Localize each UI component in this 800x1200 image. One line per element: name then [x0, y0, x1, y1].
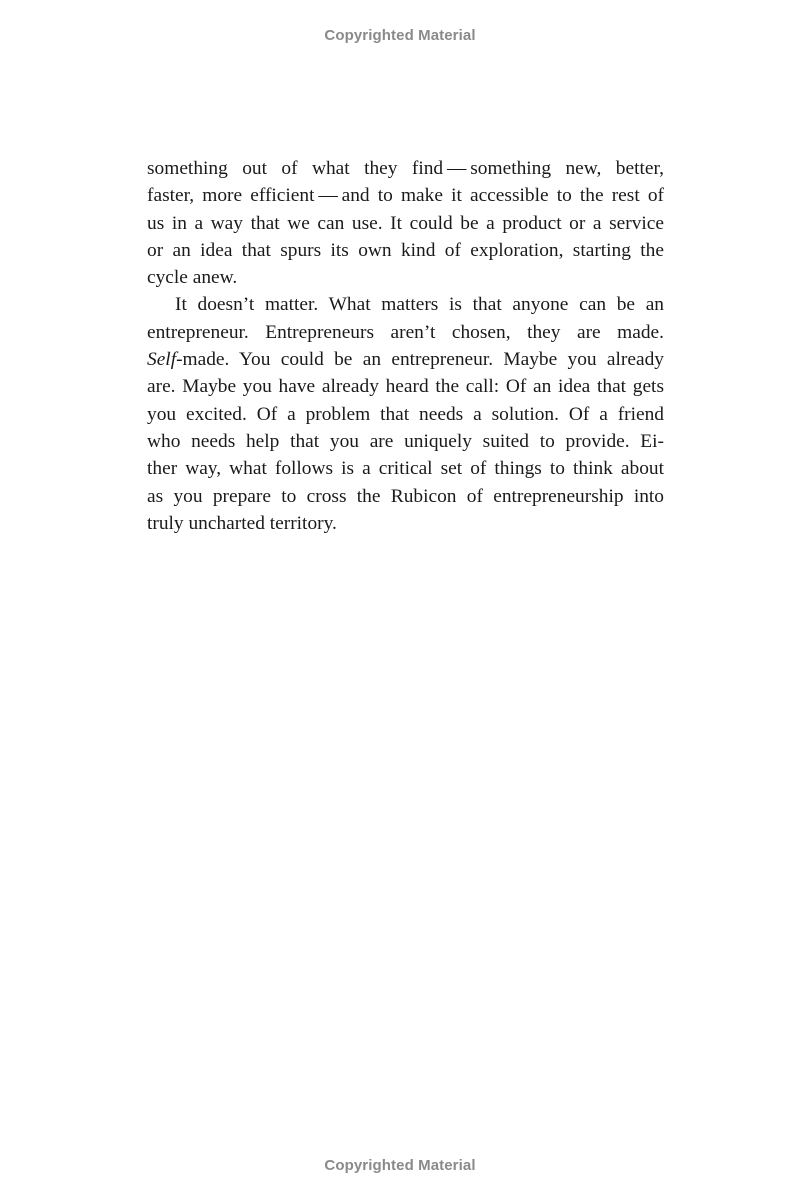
text-line: entrepreneur. Entrepreneurs aren’t chosen, they are made. — [147, 321, 664, 343]
italic-word: Self — [147, 349, 177, 371]
text-line: cycle anew. — [147, 267, 238, 289]
text-line: you excited. Of a problem that needs a solution. Of a friend — [147, 403, 664, 425]
text-line: are. Maybe you have already heard the call: Of an idea that gets — [147, 376, 664, 398]
text-line: truly uncharted territory. — [147, 512, 337, 534]
text-line: as you prepare to cross the Rubicon of entrepreneurship into — [147, 485, 664, 507]
text-line: or an idea that spurs its own kind of exploration, starting the — [147, 239, 664, 261]
text-line: faster, more efficient — and to make it accessible to the rest of — [147, 185, 664, 207]
text-line-with-italic — [147, 346, 664, 373]
text-line-rest: -made. You could be an entrepreneur. Maybe you already — [176, 349, 664, 371]
paragraph-1 — [147, 155, 664, 291]
text-line: It doesn’t matter. What matters is that anyone can be an — [175, 294, 664, 316]
paragraph-2 — [147, 291, 664, 537]
copyright-watermark-bottom: Copyrighted Material — [324, 1157, 476, 1174]
text-line: something out of what they find — something new, better, — [147, 158, 664, 179]
text-line: who needs help that you are uniquely suited to provide. Ei- — [147, 430, 664, 452]
text-line: ther way, what follows is a critical set of things to think about — [147, 458, 664, 480]
copyright-watermark-top: Copyrighted Material — [324, 27, 476, 44]
body-text — [147, 155, 664, 537]
text-line: us in a way that we can use. It could be a product or a service — [147, 212, 664, 234]
